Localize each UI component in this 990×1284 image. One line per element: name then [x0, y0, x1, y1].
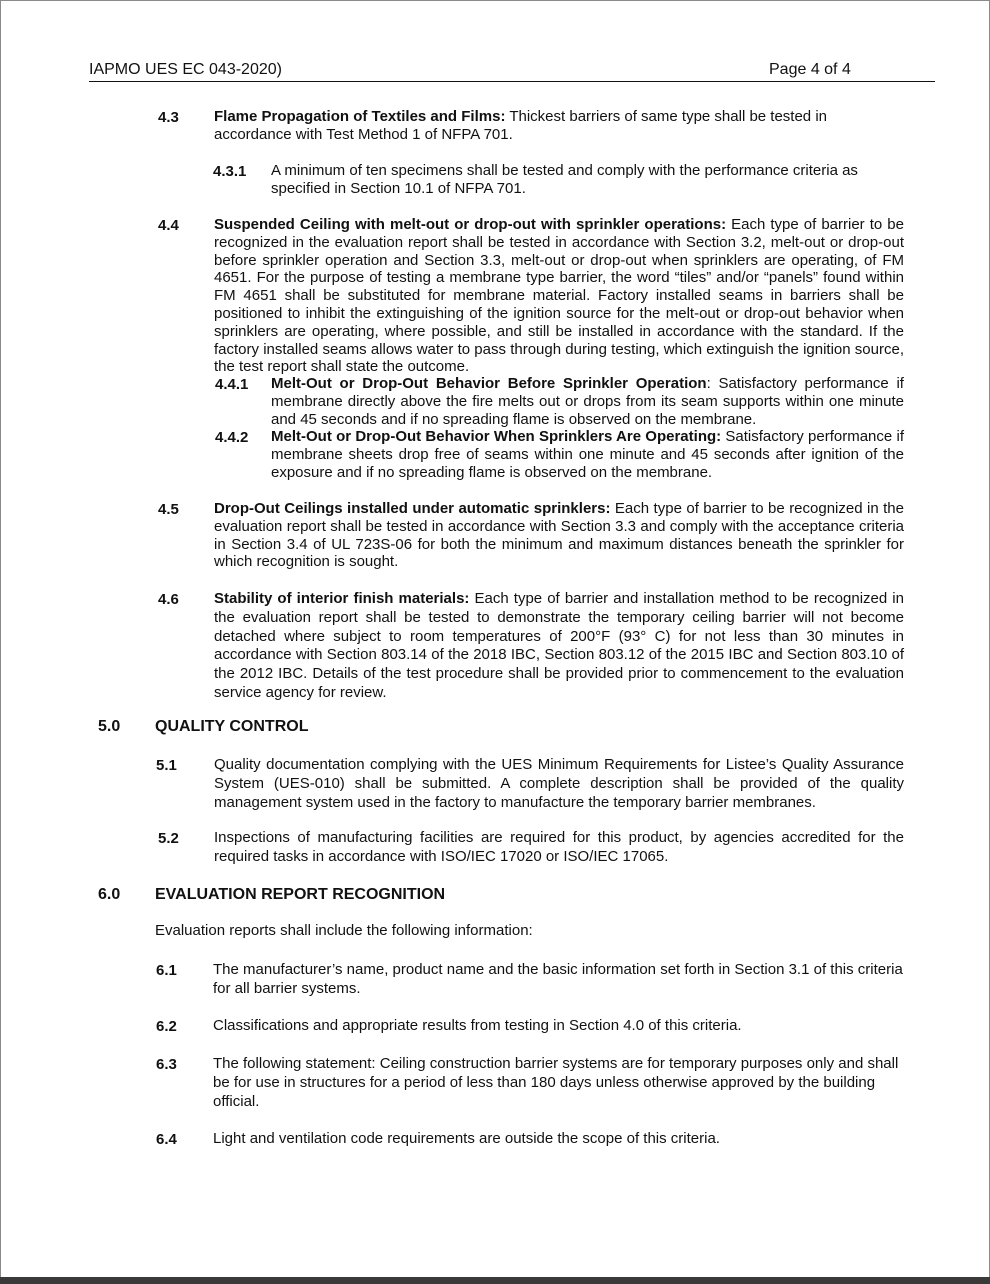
section-4-6-text: Each type of barrier and installation method to be recognized in the evaluation report shall be tested to demonstrate the temporary ceiling barrier will not become detached where subject to room temperatures of 200°F (93° C) for not less than 30 minutes in accordance with Section 803.14 of the 2018 IBC, Section 803.12 of the 2015 IBC and Section 803.10 of the 2012 IBC. Details of the test procedure shall be provided prior to commencement to the evaluation service agency for review.	[214, 590, 904, 701]
section-6-2-number: 6.2	[156, 1018, 177, 1035]
section-5-1-text: Quality documentation complying with the UES Minimum Requirements for Listee’s Quality Assurance System (UES-010) shall be submitted. A complete description shall be provided of the quality management system used in the factory to manufacture the temporary barrier membranes.	[214, 756, 904, 811]
section-6-heading: EVALUATION REPORT RECOGNITION	[155, 886, 446, 903]
viewer-bottom-edge	[0, 1277, 990, 1284]
section-4-5-number: 4.5	[158, 501, 179, 518]
section-6-intro: Evaluation reports shall include the following information:	[155, 922, 533, 939]
section-4-4-2-title: Melt-Out or Drop-Out Behavior When Sprinklers Are Operating:	[271, 428, 722, 445]
section-4-4-text: Each type of barrier to be recognized in the evaluation report shall be tested in accordance with Section 3.2, melt-out or drop-out before sprinkler operation and Section 3.3, melt-out or drop-out when sprinklers are operating, of FM 4651. For the purpose of testing a membrane type barrier, the word “tiles” and/or “panels” found within FM 4651 shall be substituted for membrane material. Factory installed seams in barriers shall be positioned to inhibit the extinguishing of the ignition source for the melt-out or drop-out behavior when sprinklers are operating, where possible, and still be installed in accordance with the standard. If the factory installed seams allows water to pass through during testing, which extinguish the ignition source, the test report shall state the outcome.	[214, 216, 904, 376]
section-4-4-1-number: 4.4.1	[215, 376, 249, 393]
section-4-6-paragraph	[214, 590, 904, 703]
section-4-4-2-number: 4.4.2	[215, 429, 249, 446]
section-5-1-number: 5.1	[156, 757, 177, 774]
section-4-3-1-number: 4.3.1	[213, 163, 247, 180]
section-6-1-number: 6.1	[156, 962, 177, 979]
section-6-1-text: The manufacturer’s name, product name and the basic information set forth in Section 3.1 of this criteria for all barrier systems.	[213, 961, 903, 997]
section-4-5-title: Drop-Out Ceilings installed under automatic sprinklers:	[214, 500, 611, 517]
section-6-4-number: 6.4	[156, 1131, 177, 1148]
section-4-5-text: Each type of barrier to be recognized in the evaluation report shall be tested in accordance with Section 3.3 and comply with the acceptance criteria in Section 3.4 of UL 723S-06 for both the minimum and maximum distances beneath the sprinkler for which recognition is sought.	[214, 500, 904, 571]
section-6-2-text: Classifications and appropriate results from testing in Section 4.0 of this criteria.	[213, 1017, 742, 1034]
section-6-number: 6.0	[98, 886, 121, 903]
section-6-4-text: Light and ventilation code requirements are outside the scope of this criteria.	[213, 1130, 720, 1147]
section-4-4-1-text: : Satisfactory performance if membrane directly above the fire melts out or drops from its seam supports within one minute and 45 seconds and if no spreading flame is observed on the membrane.	[271, 375, 904, 428]
document-id: IAPMO UES EC 043-2020)	[89, 61, 282, 78]
section-6-3-number: 6.3	[156, 1056, 177, 1073]
section-4-6-title: Stability of interior finish materials:	[214, 590, 470, 607]
section-4-4-title: Suspended Ceiling with melt-out or drop-out with sprinkler operations:	[214, 216, 727, 233]
section-4-5-paragraph	[214, 500, 904, 571]
section-4-4-2-text: Satisfactory performance if membrane sheets drop free of seams within one minute and 45 seconds after ignition of the exposure and if no spreading flame is observed on the membrane.	[271, 428, 904, 481]
section-5-number: 5.0	[98, 718, 121, 735]
section-5-2-text: Inspections of manufacturing facilities are required for this product, by agencies accredited for the required tasks in accordance with ISO/IEC 17020 or ISO/IEC 17065.	[214, 829, 904, 865]
section-4-4-1-paragraph	[271, 375, 904, 428]
section-4-3-number: 4.3	[158, 109, 179, 126]
page-number: Page 4 of 4	[769, 61, 851, 78]
section-4-4-paragraph	[214, 216, 904, 376]
section-4-3-text: Thickest barriers of same type shall be tested in accordance with Test Method 1 of NFPA 701.	[214, 108, 827, 143]
section-4-6-number: 4.6	[158, 591, 179, 608]
section-4-3-title: Flame Propagation of Textiles and Films:	[214, 108, 506, 125]
section-4-3-paragraph	[214, 108, 904, 144]
section-6-3-text: The following statement: Ceiling construction barrier systems are for temporary purposes only and shall be for use in structures for a period of less than 180 days unless otherwise approved by the building official.	[213, 1055, 899, 1110]
section-4-4-number: 4.4	[158, 217, 179, 234]
section-5-2-number: 5.2	[158, 830, 179, 847]
page-header	[89, 61, 935, 82]
section-5-heading: QUALITY CONTROL	[155, 718, 309, 735]
section-4-4-1-title: Melt-Out or Drop-Out Behavior Before Sprinkler Operation	[271, 375, 707, 392]
section-4-3-1-text: A minimum of ten specimens shall be tested and comply with the performance criteria as specified in Section 10.1 of NFPA 701.	[271, 162, 858, 197]
section-4-4-2-paragraph	[271, 428, 904, 481]
